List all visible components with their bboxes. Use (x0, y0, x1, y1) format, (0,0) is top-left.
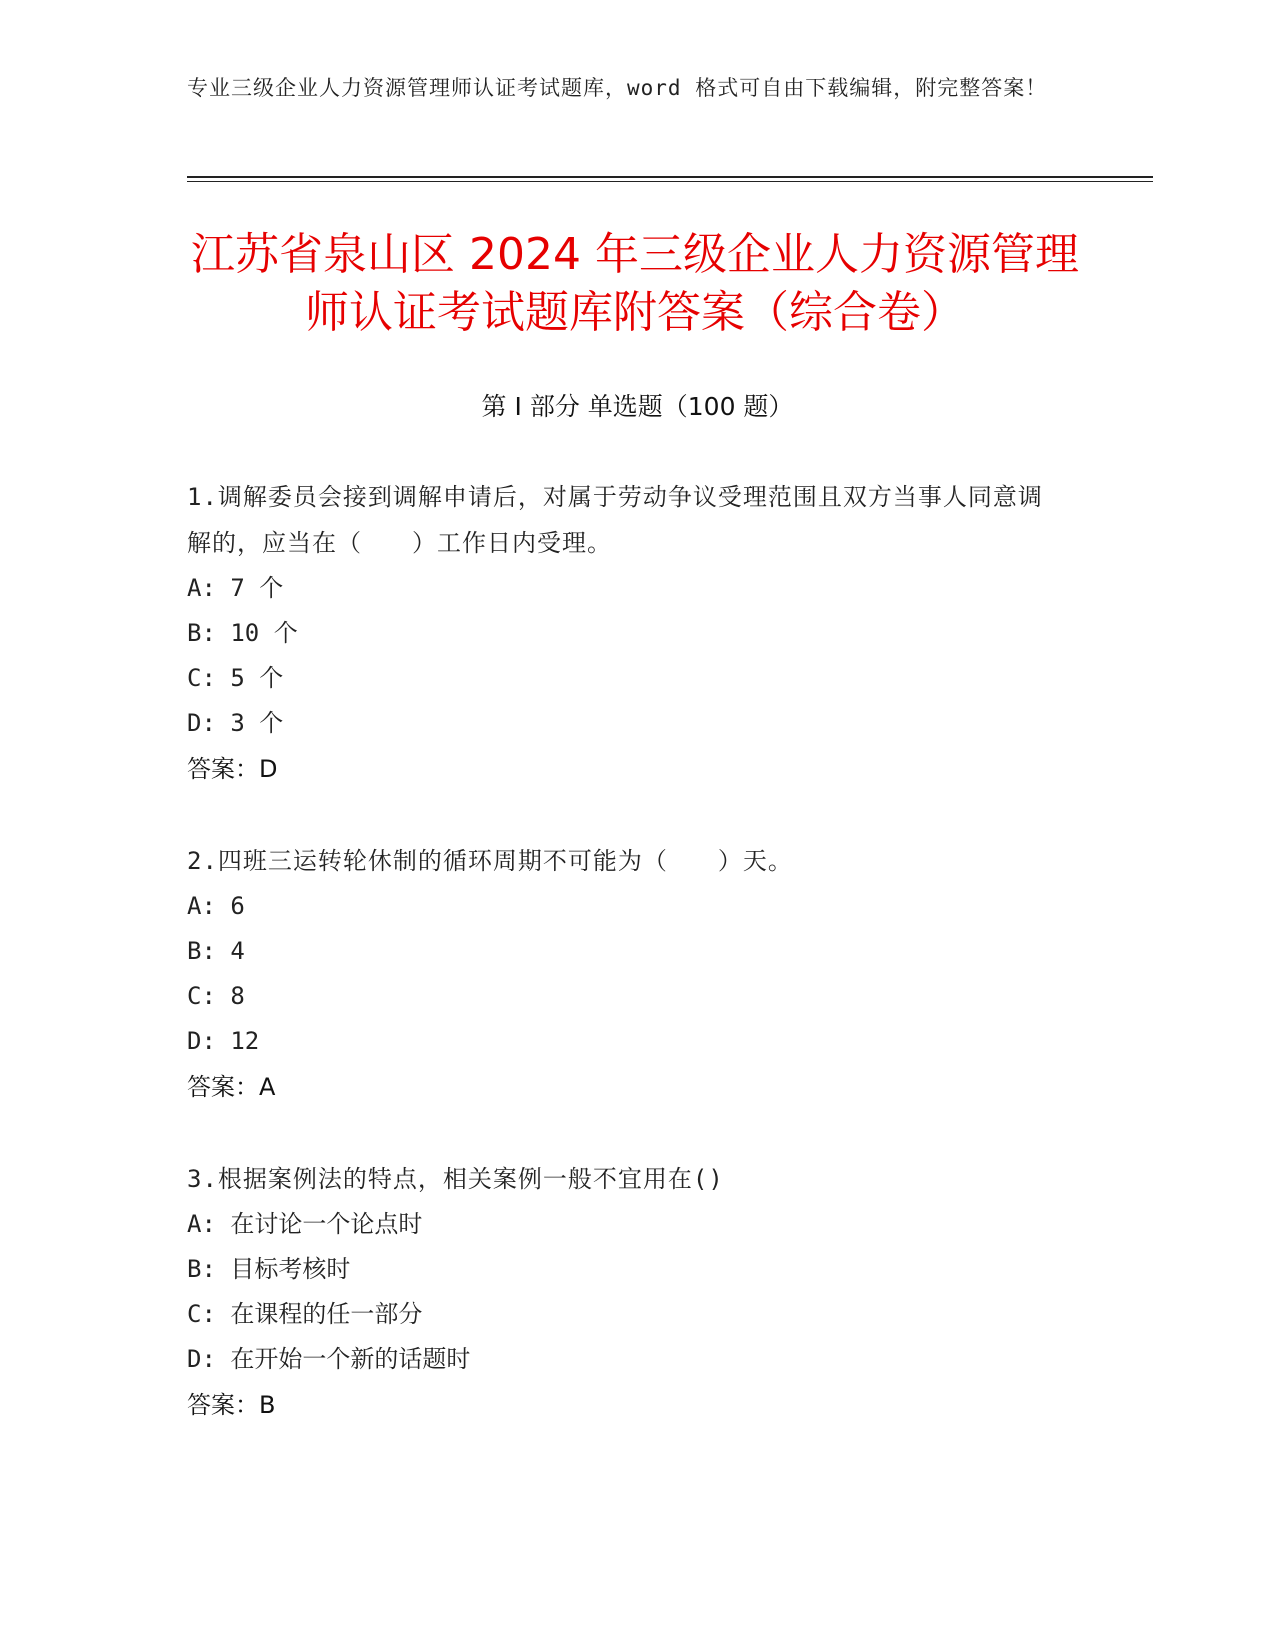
option-d: D: 3 个 (187, 709, 284, 737)
option-b: B: 4 (187, 937, 245, 965)
header-divider-thin (187, 181, 1153, 182)
option-c: C: 8 (187, 982, 245, 1010)
answer: 答案：B (187, 1391, 276, 1419)
answer: 答案：D (187, 755, 278, 783)
header-divider-thick (187, 176, 1153, 178)
question-stem: 1.调解委员会接到调解申请后，对属于劳动争议受理范围且双方当事人同意调解的，应当在（ ）工作日内受理。 (187, 483, 1043, 557)
document-title (170, 226, 1100, 342)
option-d: D: 12 (187, 1027, 260, 1055)
answer: 答案：A (187, 1073, 276, 1101)
question-list (187, 474, 1067, 1474)
option-c: C: 在课程的任一部分 (187, 1300, 423, 1328)
question-2 (187, 838, 1067, 1110)
title-line-1: 江苏省泉山区 2024 年三级企业人力资源管理 (191, 229, 1079, 280)
option-b: B: 目标考核时 (187, 1255, 351, 1283)
header-note: 专业三级企业人力资源管理师认证考试题库，word 格式可自由下载编辑，附完整答案！ (187, 76, 1048, 100)
option-c: C: 5 个 (187, 664, 284, 692)
question-1 (187, 474, 1067, 792)
option-a: A: 7 个 (187, 574, 284, 602)
option-a: A: 在讨论一个论点时 (187, 1210, 423, 1238)
question-stem: 2.四班三运转轮休制的循环周期不可能为（ ）天。 (187, 847, 793, 875)
question-3 (187, 1156, 1067, 1428)
option-d: D: 在开始一个新的话题时 (187, 1345, 471, 1373)
title-line-2: 师认证考试题库附答案（综合卷） (305, 287, 965, 338)
option-b: B: 10 个 (187, 619, 298, 647)
question-stem: 3.根据案例法的特点，相关案例一般不宜用在() (187, 1165, 724, 1193)
option-a: A: 6 (187, 892, 245, 920)
section-heading: 第 I 部分 单选题（100 题） (481, 392, 794, 421)
